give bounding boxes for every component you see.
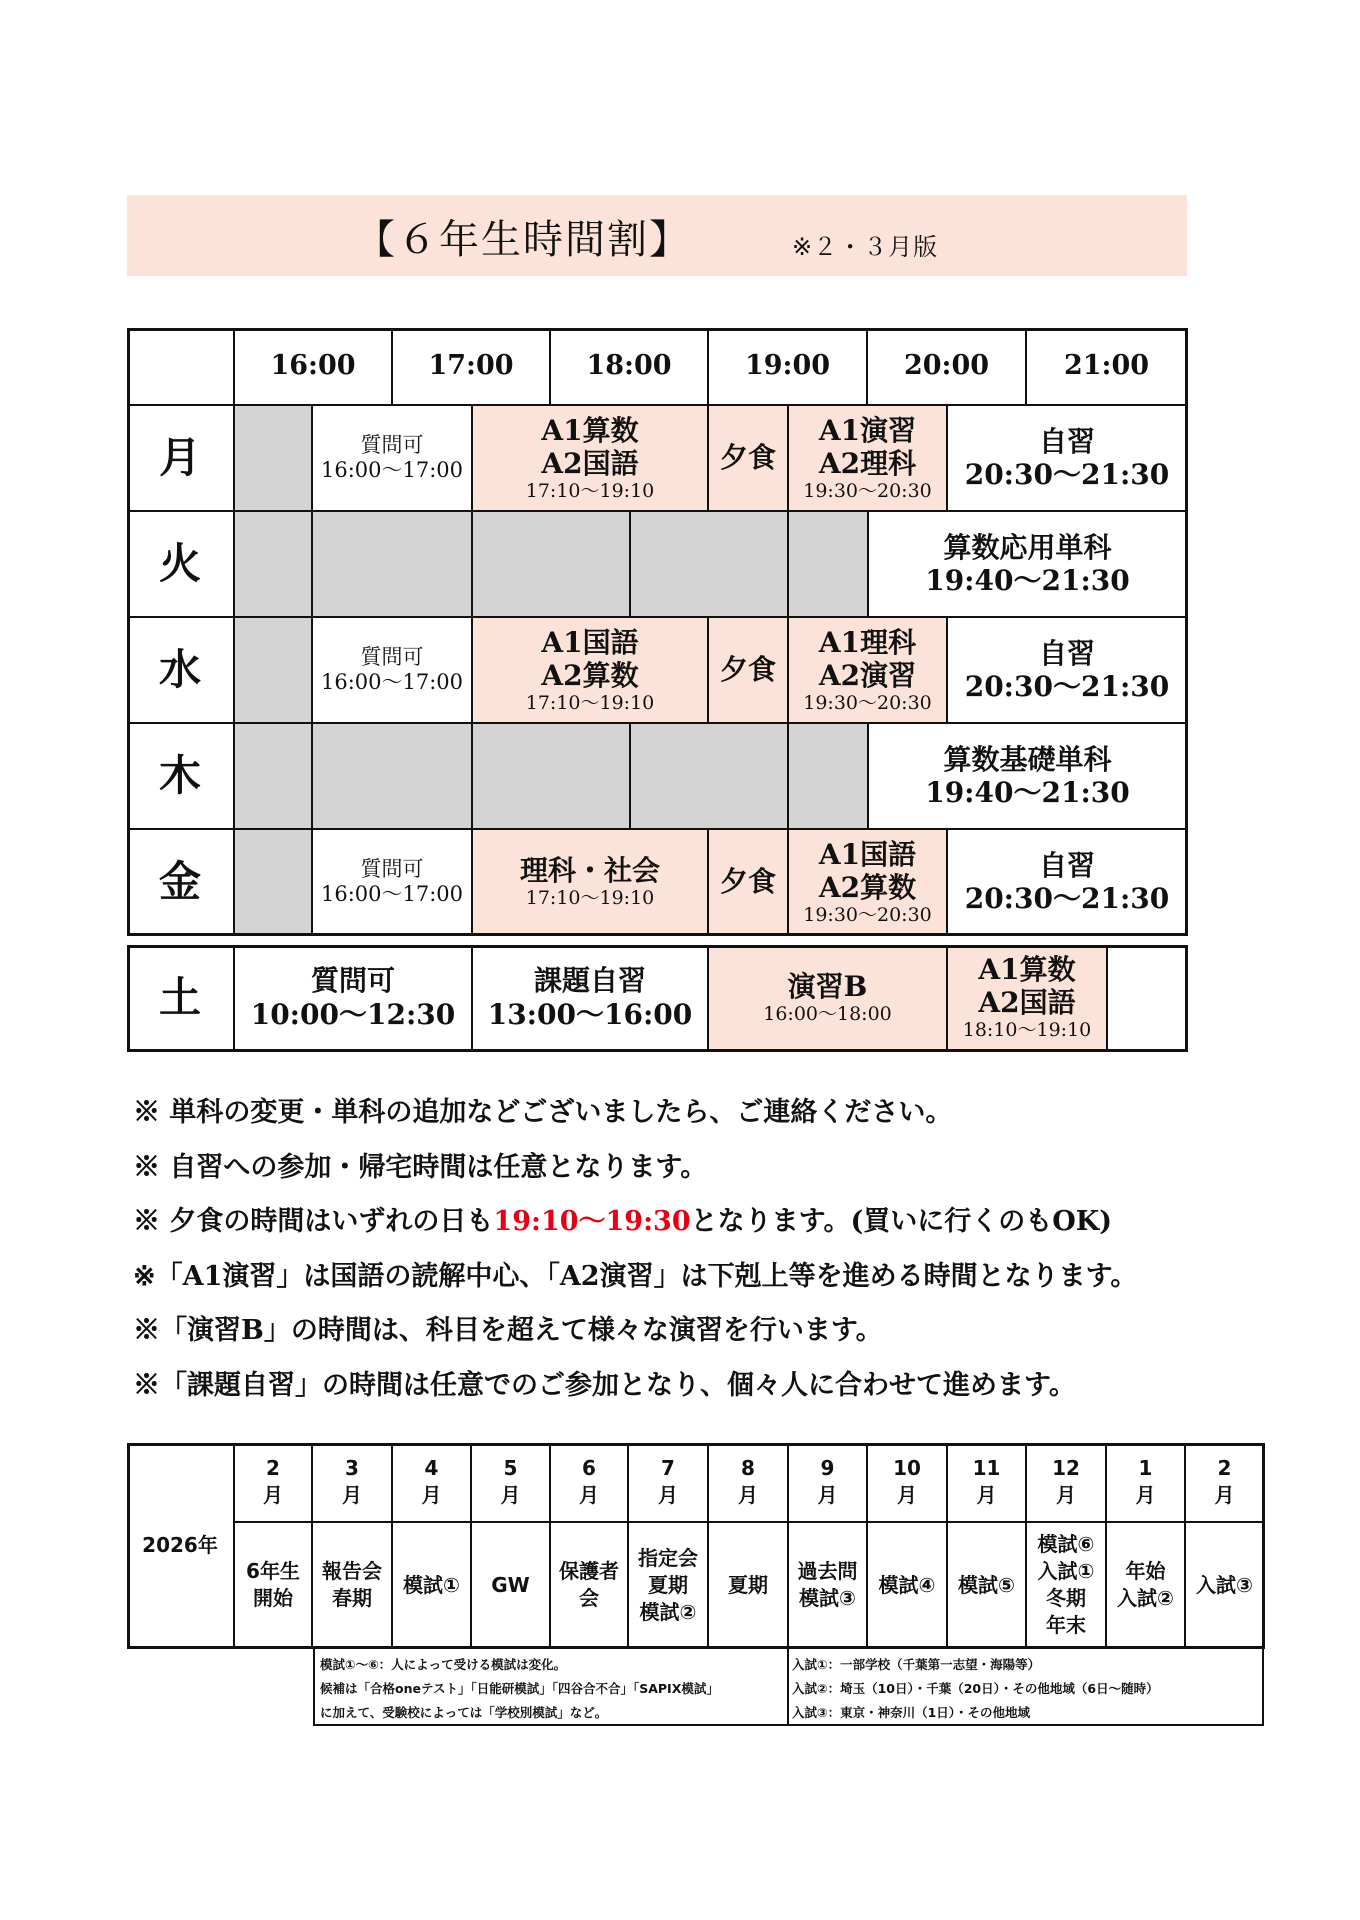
self-study-slot: 自習 20:30～21:30 <box>948 406 1188 512</box>
course-slot: 算数応用単科 19:40～21:30 <box>869 512 1188 618</box>
month-header: 12 月 <box>1027 1443 1107 1523</box>
mock-exam-note: 模試①～⑥：人によって受ける模試は変化。 候補は「合格oneテスト」「日能研模試」「四谷合不合」「SAPIX模試」 に加えて、受験校によっては「学校別模試」など。 <box>320 1657 719 1720</box>
month-header: 11 月 <box>948 1443 1027 1523</box>
question-slot: 質問可 10:00～12:30 <box>235 945 473 1052</box>
empty-slot <box>473 512 631 618</box>
dinner-slot: 夕食 <box>709 830 789 936</box>
month-header: 8 月 <box>709 1443 789 1523</box>
class-slot: A1理科 A2演習 19:30～20:30 <box>789 618 948 724</box>
month-header: 9 月 <box>789 1443 868 1523</box>
day-label-wed: 水 <box>127 618 235 724</box>
note-item: ※ 夕食の時間はいずれの日も19:10～19:30となります。(買いに行くのもOK) <box>133 1206 1113 1237</box>
saturday-row <box>127 945 1188 1052</box>
month-events: 過去問 模試③ <box>789 1523 868 1649</box>
empty-slot <box>235 406 313 512</box>
time-header: 18:00 <box>551 328 709 406</box>
month-events: 入試③ <box>1186 1523 1265 1649</box>
time-header: 19:00 <box>709 328 868 406</box>
class-slot: 理科・社会 17:10～19:10 <box>473 830 709 936</box>
self-study-slot: 自習 20:30～21:30 <box>948 830 1188 936</box>
yearly-notes <box>313 1649 1264 1726</box>
time-header: 21:00 <box>1027 328 1188 406</box>
question-slot: 質問可 16:00～17:00 <box>313 830 473 936</box>
self-study-slot: 自習 20:30～21:30 <box>948 618 1188 724</box>
title-banner <box>127 195 1187 276</box>
month-header: 7 月 <box>629 1443 709 1523</box>
empty-slot <box>789 512 869 618</box>
month-events: GW <box>472 1523 551 1649</box>
month-events: 夏期 <box>709 1523 789 1649</box>
month-events: 保護者 会 <box>551 1523 629 1649</box>
yearly-schedule <box>127 1443 1265 1649</box>
month-header: 5 月 <box>472 1443 551 1523</box>
month-events: 模試⑤ <box>948 1523 1027 1649</box>
class-slot: A1国語 A2算数 17:10～19:10 <box>473 618 709 724</box>
month-events: 6年生 開始 <box>235 1523 313 1649</box>
note-item: ※「演習B」の時間は、科目を超えて様々な演習を行います。 <box>133 1315 883 1346</box>
class-slot: A1算数 A2国語 17:10～19:10 <box>473 406 709 512</box>
month-header: 1 月 <box>1107 1443 1186 1523</box>
note-divider <box>787 1649 789 1724</box>
question-slot: 質問可 16:00～17:00 <box>313 618 473 724</box>
month-events: 模試① <box>393 1523 472 1649</box>
month-header: 2 月 <box>1186 1443 1265 1523</box>
month-header: 2 月 <box>235 1443 313 1523</box>
month-events: 年始 入試② <box>1107 1523 1186 1649</box>
month-header: 4 月 <box>393 1443 472 1523</box>
time-header: 16:00 <box>235 328 393 406</box>
month-events: 指定会 夏期 模試② <box>629 1523 709 1649</box>
weekly-timetable <box>127 328 1188 936</box>
empty-slot <box>235 830 313 936</box>
notes-list <box>133 1090 1137 1417</box>
entrance-exam-note: 入試①：一部学校（千葉第一志望・海陽等） 入試②：埼玉（10日）・千葉（20日）・その他地域（6日～随時） 入試③：東京・神奈川（1日）・その他地域 <box>792 1657 1159 1720</box>
note-item: ※ 自習への参加・帰宅時間は任意となります。 <box>133 1151 708 1183</box>
month-header: 6 月 <box>551 1443 629 1523</box>
day-label-tue: 火 <box>127 512 235 618</box>
day-label-sat: 土 <box>127 945 235 1052</box>
empty-slot <box>235 724 313 830</box>
class-slot: A1国語 A2算数 19:30～20:30 <box>789 830 948 936</box>
note-item: ※ 単科の変更・単科の追加などございましたら、ご連絡ください。 <box>133 1097 953 1128</box>
day-label-mon: 月 <box>127 406 235 512</box>
month-header: 3 月 <box>313 1443 393 1523</box>
page-subtitle: ※２・３月版 <box>792 233 939 261</box>
question-slot: 質問可 16:00～17:00 <box>313 406 473 512</box>
homework-slot: 課題自習 13:00～16:00 <box>473 945 709 1052</box>
month-header: 10 月 <box>868 1443 948 1523</box>
empty-slot <box>789 724 869 830</box>
day-label-thu: 木 <box>127 724 235 830</box>
class-slot: A1演習 A2理科 19:30～20:30 <box>789 406 948 512</box>
empty-slot <box>631 512 789 618</box>
empty-slot <box>473 724 631 830</box>
empty-slot <box>313 724 473 830</box>
time-header: 20:00 <box>868 328 1027 406</box>
header-corner <box>127 328 235 406</box>
time-header: 17:00 <box>393 328 551 406</box>
exercise-slot: 演習B 16:00～18:00 <box>709 945 948 1052</box>
dinner-time-highlight: 19:10～19:30 <box>493 1206 691 1237</box>
month-events: 模試⑥ 入試① 冬期 年末 <box>1027 1523 1107 1649</box>
dinner-slot: 夕食 <box>709 406 789 512</box>
month-events: 報告会 春期 <box>313 1523 393 1649</box>
note-item: ※「課題自習」の時間は任意でのご参加となり、個々人に合わせて進めます。 <box>133 1369 1076 1401</box>
day-label-fri: 金 <box>127 830 235 936</box>
empty-slot <box>235 512 313 618</box>
empty-slot <box>631 724 789 830</box>
class-slot: A1算数 A2国語 18:10～19:10 <box>948 945 1108 1052</box>
year-label: 2026年 <box>127 1443 235 1649</box>
empty-slot <box>235 618 313 724</box>
empty-slot <box>313 512 473 618</box>
page-title: 【６年生時間割】 <box>355 217 691 263</box>
dinner-slot: 夕食 <box>709 618 789 724</box>
course-slot: 算数基礎単科 19:40～21:30 <box>869 724 1188 830</box>
month-events: 模試④ <box>868 1523 948 1649</box>
note-item: ※「A1演習」は国語の読解中心、「A2演習」は下剋上等を進める時間となります。 <box>133 1260 1138 1292</box>
empty-slot <box>1108 945 1188 1052</box>
